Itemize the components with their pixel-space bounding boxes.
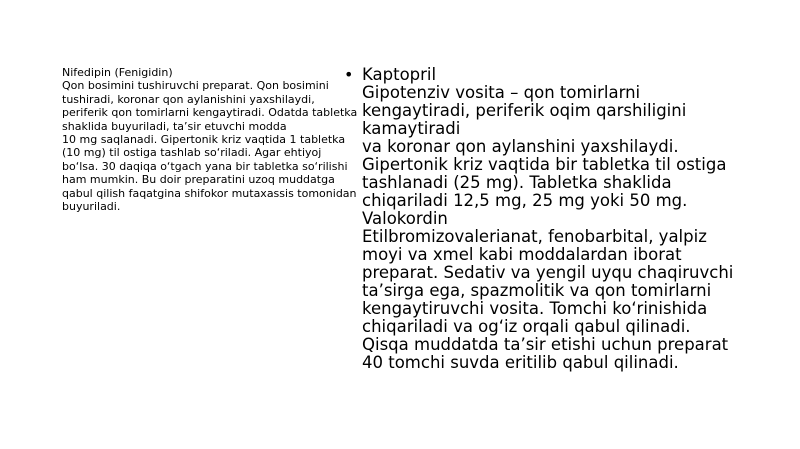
nifedipin-text-block (62, 66, 362, 213)
nifedipin-line: 10 mg saqlanadi. Gipertonik kriz vaqtida 1 tabletka (62, 133, 346, 147)
drug-line: Gipertonik kriz vaqtida bir tabletka til ostiga (362, 155, 727, 174)
drug-line: tashlanadi (25 mg). Tabletka shaklida (362, 173, 672, 192)
nifedipin-title: Nifedipin (Fenigidin) (62, 66, 173, 79)
kaptopril-bullet-item (344, 66, 774, 84)
drug-line: 40 tomchi suvda eritilib qabul qilinadi. (362, 353, 679, 372)
nifedipin-line: bo‘lsa. 30 daqiqa o‘tgach yana bir tabletka so‘rilishi (62, 159, 348, 173)
nifedipin-line: periferik qon tomirlarni kengaytiradi. Odatda tabletka (62, 106, 358, 120)
drug-line: preparat. Sedativ va yengil uyqu chaqiruvchi (362, 263, 734, 282)
nifedipin-line: buyuriladi. (62, 200, 121, 214)
drug-line: moyi va xmel kabi moddalardan iborat (362, 245, 682, 264)
drug-line: kengaytiruvchi vosita. Tomchi ko‘rinishida (362, 299, 708, 318)
nifedipin-line: shaklida buyuriladi, ta’sir etuvchi modda (62, 119, 287, 133)
nifedipin-line: tushiradi, koronar qon aylanishini yaxshilaydi, (62, 92, 315, 106)
drug-line: ta’sirga ega, spazmolitik va qon tomirlarni (362, 281, 712, 300)
nifedipin-line: Qon bosimini tushiruvchi preparat. Qon bosimini (62, 79, 329, 93)
valokordin-title: Valokordin (362, 209, 448, 228)
nifedipin-line: (10 mg) til ostiga tashlab so‘riladi. Agar ehtiyoj (62, 146, 322, 160)
drug-line: chiqariladi 12,5 mg, 25 mg yoki 50 mg. (362, 191, 688, 210)
kaptopril-title: Kaptopril (362, 65, 437, 84)
drug-line: Qisqa muddatda ta’sir etishi uchun preparat (362, 335, 729, 354)
drug-line: chiqariladi va og‘iz orqali qabul qilinadi. (362, 317, 691, 336)
drug-line: Etilbromizovalerianat, fenobarbital, yalpiz (362, 227, 707, 246)
drug-line: kamaytiradi (362, 119, 461, 138)
drug-line: Gipotenziv vosita – qon tomirlarni (362, 83, 641, 102)
nifedipin-line: qabul qilish faqatgina shifokor mutaxassis tomonidan (62, 186, 357, 200)
drug-line: va koronar qon aylanshini yaxshilaydi. (362, 137, 679, 156)
bullet-marker: • (344, 65, 354, 84)
nifedipin-line: ham mumkin. Bu doir preparatini uzoq muddatga (62, 173, 335, 187)
kaptopril-valokordin-text-block (344, 66, 774, 372)
drug-line: kengaytiradi, periferik oqim qarshiligini (362, 101, 687, 120)
